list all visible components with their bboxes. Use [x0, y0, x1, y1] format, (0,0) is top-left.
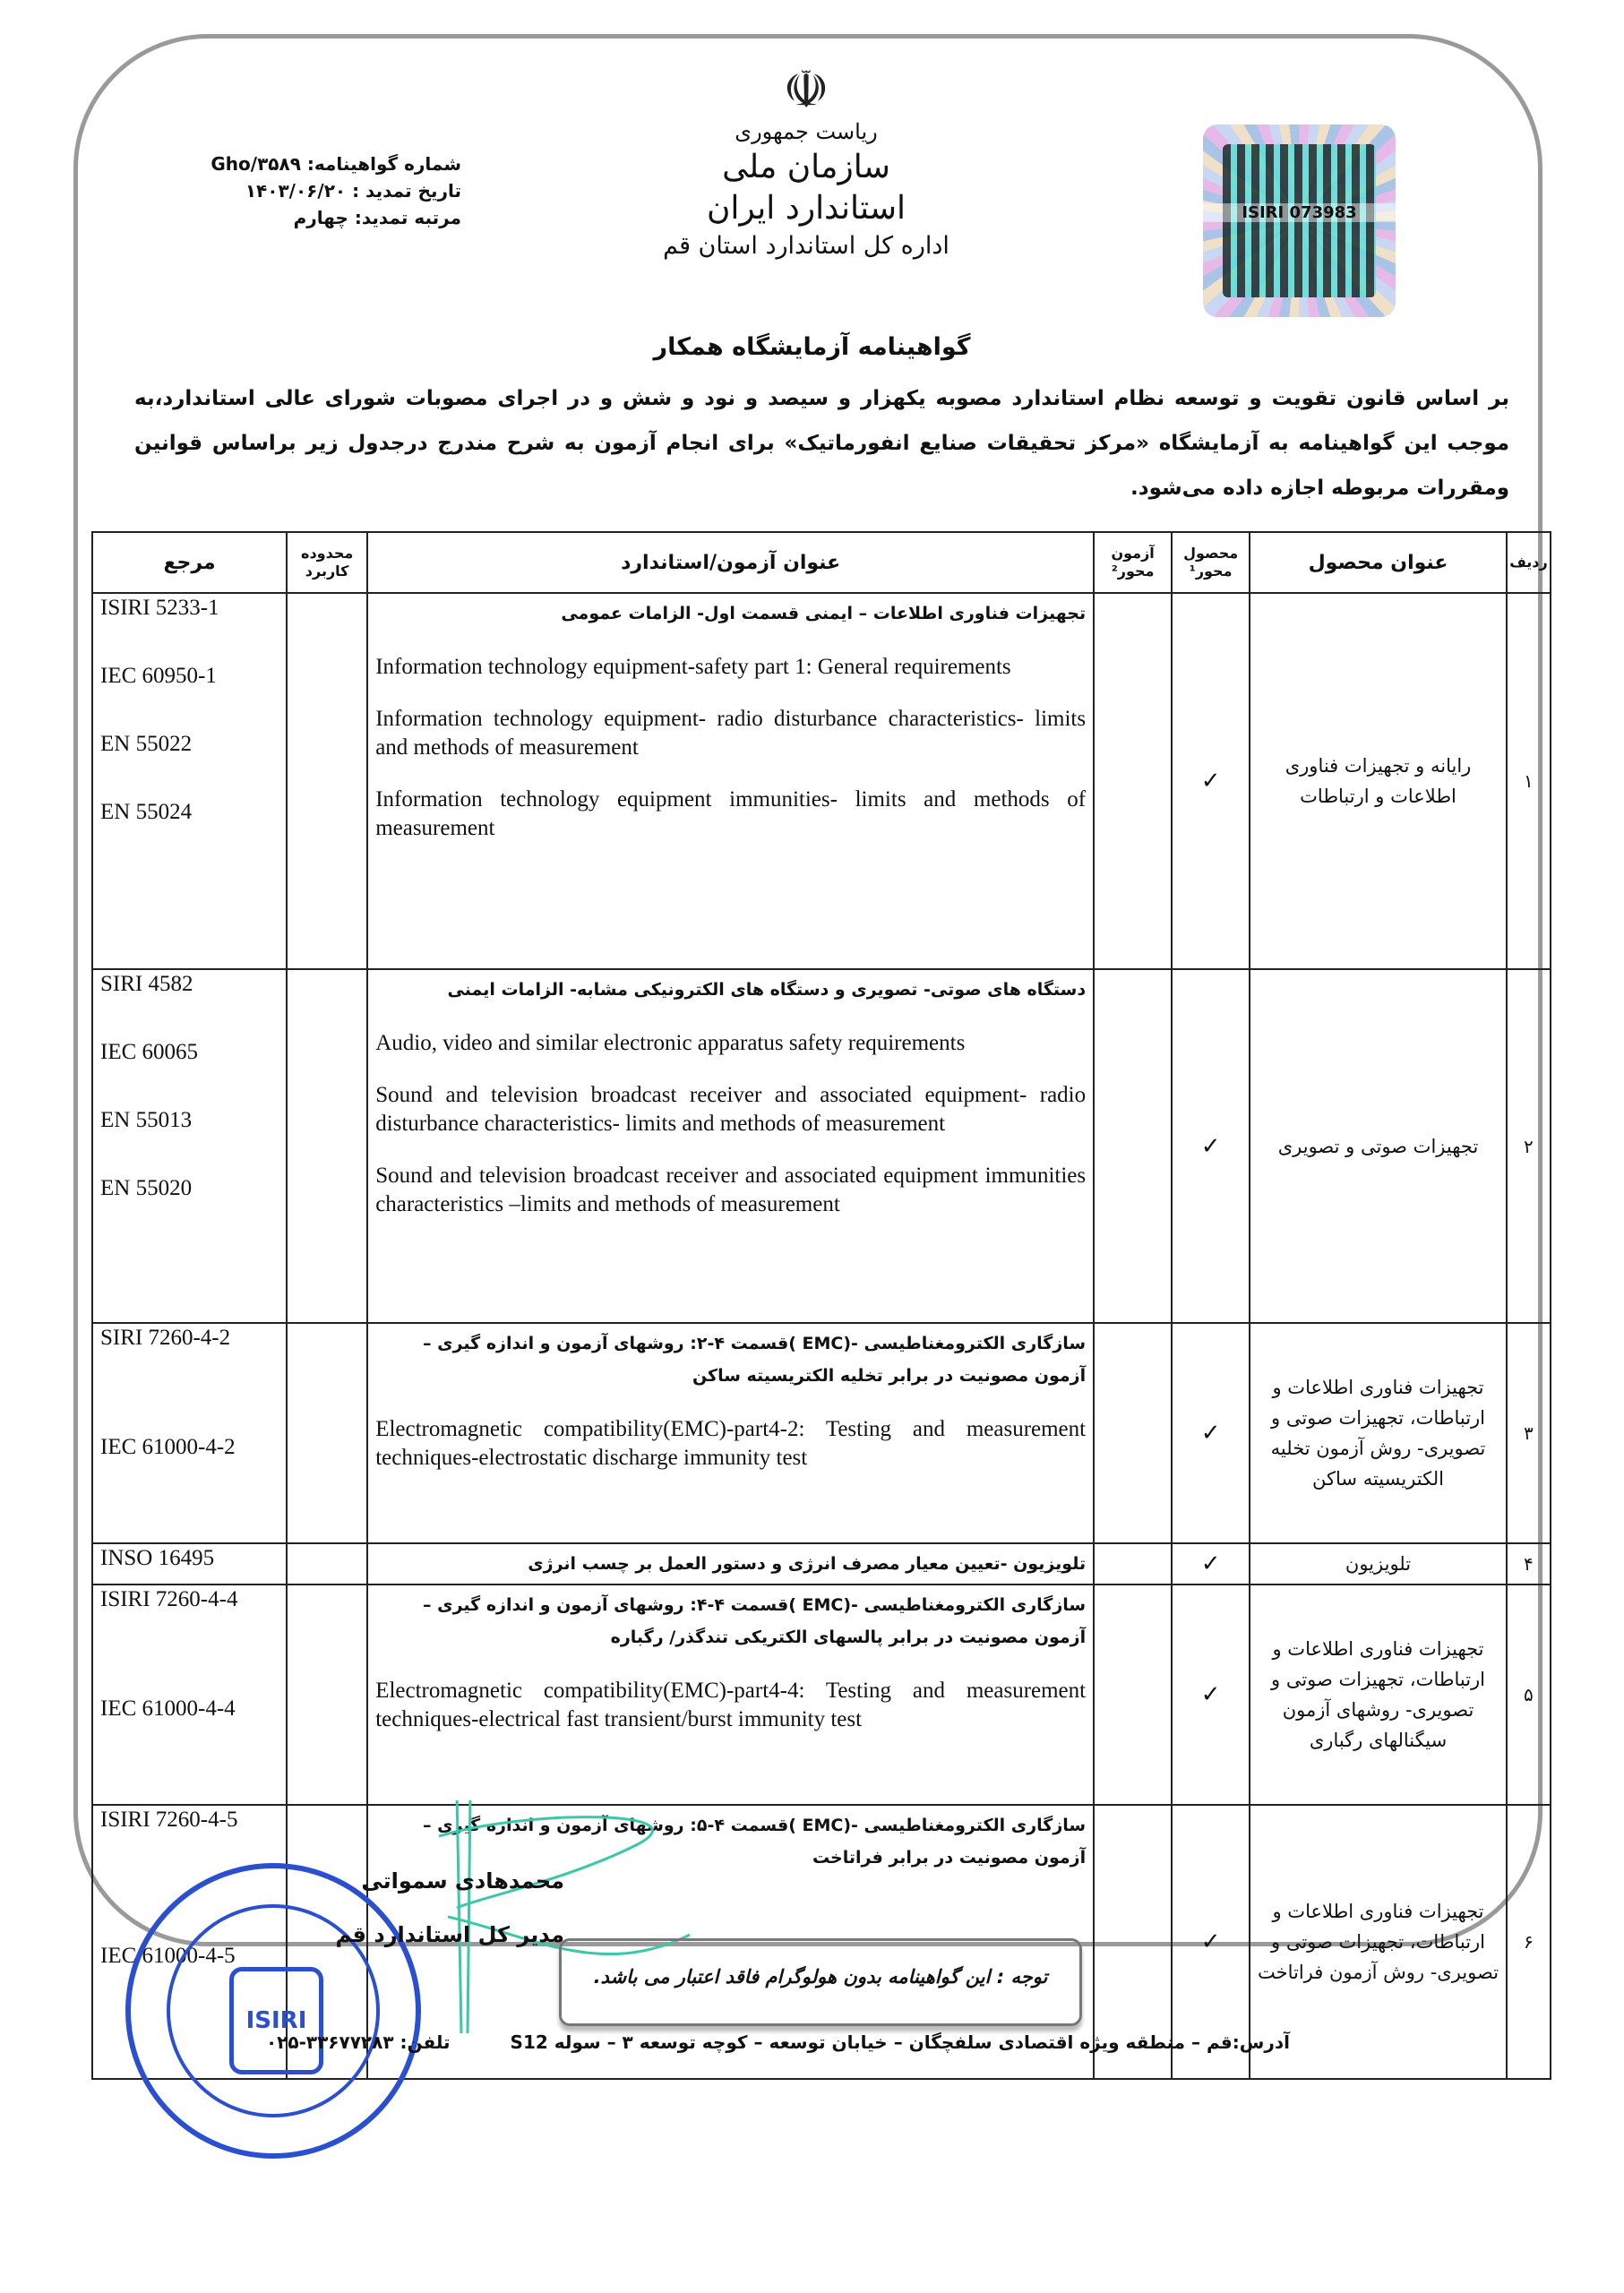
header-product-axis: محصول محور¹	[1172, 532, 1250, 593]
test-axis-cell	[1094, 1323, 1172, 1543]
document-title: گواهینامه آزمایشگاه همکار	[653, 333, 971, 361]
test-title-cell	[367, 593, 1094, 969]
certificate-number: شماره گواهینامه: Gho/۳۵۸۹	[211, 153, 461, 175]
footer-contact	[265, 2031, 1290, 2053]
organization-header	[663, 59, 949, 263]
reference-cell	[92, 1543, 287, 1584]
reference-code: EN 55024	[100, 800, 193, 824]
renewal-count: مرتبه تمدید: چهارم	[293, 207, 461, 228]
intro-paragraph: بر اساس قانون تقویت و توسعه نظام استاندارد مصوبه یکهزار و سیصد و نود و شش و در اجرای مصوبات شورای عالی استاندارد،به موجب این گواهینامه به آزمایشگاه «مرکز تحقیقات صنایع انفورماتیک» برای انجام آزمون به شرح مندرج درجدول زیر براساس قوانین ومقررات مربوطه اجازه داده می‌شود.	[134, 387, 1509, 500]
reference-code: IEC 60065	[100, 1040, 199, 1064]
header-test-title: عنوان آزمون/استاندارد	[367, 532, 1094, 593]
test-title-fa: سازگاری الکترومغناطیسی -(EMC )قسمت ۴-۲: روشهای آزمون و اندازه گیری – آزمون مصونیت در برابر تخلیه الکتریسیته ساکن	[423, 1334, 1087, 1386]
checkmark-icon: ✓	[1200, 1681, 1221, 1708]
scope-cell	[287, 969, 367, 1323]
address: آدرس:قم – منطقه ویژه اقتصادی سلفچگان – خیابان توسعه – کوچه توسعه ۳ – سوله S12	[510, 2031, 1290, 2053]
checkmark-icon: ✓	[1200, 1132, 1221, 1160]
test-axis-cell	[1094, 1543, 1172, 1584]
product-title: رایانه و تجهیزات فناوری اطلاعات و ارتباطات	[1250, 593, 1507, 969]
reference-code: ISIRI 7260-4-5	[100, 1808, 238, 1832]
header-scope: محدوده کاربرد	[287, 532, 367, 593]
product-title: تجهیزات فناوری اطلاعات و ارتباطات، تجهیزات صوتی و تصویری- روش آزمون فراتاخت	[1250, 1805, 1507, 2079]
checkmark-icon: ✓	[1200, 768, 1221, 794]
product-title: تجهیزات فناوری اطلاعات و ارتباطات، تجهیزات صوتی و تصویری- روشهای آزمون سیگنالهای رگباری	[1250, 1584, 1507, 1805]
scope-cell	[287, 1584, 367, 1805]
renewal-date: تاریخ تمدید : ۱۴۰۳/۰۶/۲۰	[245, 180, 461, 202]
test-title-fa: دستگاه های صوتی- تصویری و دستگاه های الکترونیکی مشابه- الزامات ایمنی	[447, 980, 1087, 1000]
row-index: ۶	[1507, 1805, 1551, 2079]
product-title: تلویزیون	[1250, 1543, 1507, 1584]
test-title-en: Electromagnetic compatibility(EMC)-part4-2: Testing and measurement techniques-electrostatic discharge immunity test	[375, 1417, 1087, 1470]
test-title-en: Sound and television broadcast receiver and associated equipment immunities characteristics –limits and methods of measurement	[375, 1164, 1087, 1216]
scope-cell	[287, 1543, 367, 1584]
header-index: ردیف	[1507, 532, 1551, 593]
reference-cell	[92, 593, 287, 969]
signatory-position: مدیر کل استاندارد قم	[335, 1922, 564, 1947]
certificate-meta	[143, 150, 461, 231]
test-title-en: Information technology equipment immunities- limits and methods of measurement	[375, 787, 1087, 840]
reference-cell	[92, 1323, 287, 1543]
table-header-row	[92, 532, 1551, 593]
hologram-validity-note: توجه : این گواهینامه بدون هولوگرام فاقد اعتبار می باشد.	[559, 1938, 1082, 2026]
signatory-name: محمدهادی سمواتی	[361, 1868, 564, 1894]
organization-name: سازمان ملی استاندارد ایران	[706, 149, 907, 227]
test-title-en: Electromagnetic compatibility(EMC)-part4-4: Testing and measurement techniques-electrical fast transient/burst immunity test	[375, 1679, 1087, 1731]
reference-cell	[92, 1584, 287, 1805]
hologram-label: ISIRI 073983	[1203, 203, 1396, 222]
presidency-label: ریاست جمهوری	[735, 119, 878, 144]
iran-emblem-icon: ☫	[783, 59, 829, 120]
test-title-cell	[367, 1543, 1094, 1584]
reference-code: SIRI 4582	[100, 972, 193, 996]
product-axis-cell	[1172, 1323, 1250, 1543]
checkmark-icon: ✓	[1200, 1928, 1221, 1955]
test-title-cell	[367, 1584, 1094, 1805]
row-index: ۳	[1507, 1323, 1551, 1543]
product-axis-cell	[1172, 969, 1250, 1323]
reference-code: INSO 16495	[100, 1546, 215, 1570]
test-title-fa: تلویزیون -تعیین معیار مصرف انرژی و دستور العمل بر چسب انرژی	[528, 1554, 1087, 1574]
scope-cell	[287, 593, 367, 969]
header-reference: مرجع	[92, 532, 287, 593]
product-title: تجهیزات فناوری اطلاعات و ارتباطات، تجهیزات صوتی و تصویری- روش آزمون تخلیه الکتریسیته ساکن	[1250, 1323, 1507, 1543]
test-title-fa: تجهیزات فناوری اطلاعات – ایمنی قسمت اول- الزامات عمومی	[561, 604, 1087, 623]
header-test-axis: آزمون محور²	[1094, 532, 1172, 593]
reference-code: SIRI 7260-4-2	[100, 1326, 231, 1350]
reference-code: EN 55013	[100, 1108, 193, 1132]
table-row	[92, 1323, 1551, 1543]
row-index: ۲	[1507, 969, 1551, 1323]
test-title-cell	[367, 1323, 1094, 1543]
checkmark-icon: ✓	[1200, 1420, 1221, 1447]
table-row	[92, 1584, 1551, 1805]
isiri-hologram-icon	[1203, 125, 1396, 317]
test-title-en: Sound and television broadcast receiver and associated equipment- radio disturbance characteristics- limits and methods of measurement	[375, 1083, 1087, 1136]
province-office-name: اداره کل استاندارد استان قم	[663, 232, 949, 260]
test-title-en: Audio, video and similar electronic apparatus safety requirements	[375, 1031, 966, 1055]
row-index: ۱	[1507, 593, 1551, 969]
test-title-fa: سازگاری الکترومغناطیسی -(EMC )قسمت ۴-۴: روشهای آزمون و اندازه گیری – آزمون مصونیت در برابر پالسهای الکتریکی تندگذر/ رگباره	[423, 1595, 1087, 1647]
reference-code: EN 55022	[100, 732, 193, 756]
table-body	[92, 593, 1551, 2079]
isiri-logo-icon: ISIRI	[229, 1967, 323, 2074]
reference-code: IEC 61000-4-5	[100, 1944, 236, 1968]
test-axis-cell	[1094, 593, 1172, 969]
test-title-en: Information technology equipment- radio disturbance characteristics- limits and methods of measurement	[375, 707, 1087, 760]
scope-cell	[287, 1323, 367, 1543]
reference-code: IEC 61000-4-4	[100, 1696, 236, 1721]
reference-code: EN 55020	[100, 1176, 193, 1200]
row-index: ۵	[1507, 1584, 1551, 1805]
reference-code: IEC 61000-4-2	[100, 1435, 236, 1459]
phone: تلفن: ۰۲۵-۳۳۶۷۷۲۸۳	[265, 2031, 451, 2053]
checkmark-icon: ✓	[1200, 1550, 1221, 1577]
test-title-cell	[367, 969, 1094, 1323]
table-row	[92, 593, 1551, 969]
product-title: تجهیزات صوتی و تصویری	[1250, 969, 1507, 1323]
standards-table	[91, 531, 1551, 2080]
reference-code: ISIRI 7260-4-4	[100, 1587, 238, 1611]
product-axis-cell	[1172, 1584, 1250, 1805]
lab-name: «مرکز تحقیقات صنایع انفورماتیک»	[784, 432, 1149, 455]
test-axis-cell	[1094, 969, 1172, 1323]
table-row	[92, 969, 1551, 1323]
product-axis-cell	[1172, 593, 1250, 969]
test-axis-cell	[1094, 1584, 1172, 1805]
reference-cell	[92, 969, 287, 1323]
row-index: ۴	[1507, 1543, 1551, 1584]
table-row	[92, 1543, 1551, 1584]
reference-code: IEC 60950-1	[100, 664, 217, 688]
reference-code: ISIRI 5233-1	[100, 596, 219, 620]
test-title-fa: سازگاری الکترومغناطیسی -(EMC )قسمت ۴-۵: روشهای آزمون و اندازه گیری – آزمون مصونیت در برابر فراتاخت	[423, 1816, 1087, 1868]
test-title-en: Information technology equipment-safety part 1: General requirements	[375, 655, 1011, 679]
header-product-title: عنوان محصول	[1250, 532, 1507, 593]
product-axis-cell	[1172, 1543, 1250, 1584]
signatory	[331, 1854, 564, 1962]
